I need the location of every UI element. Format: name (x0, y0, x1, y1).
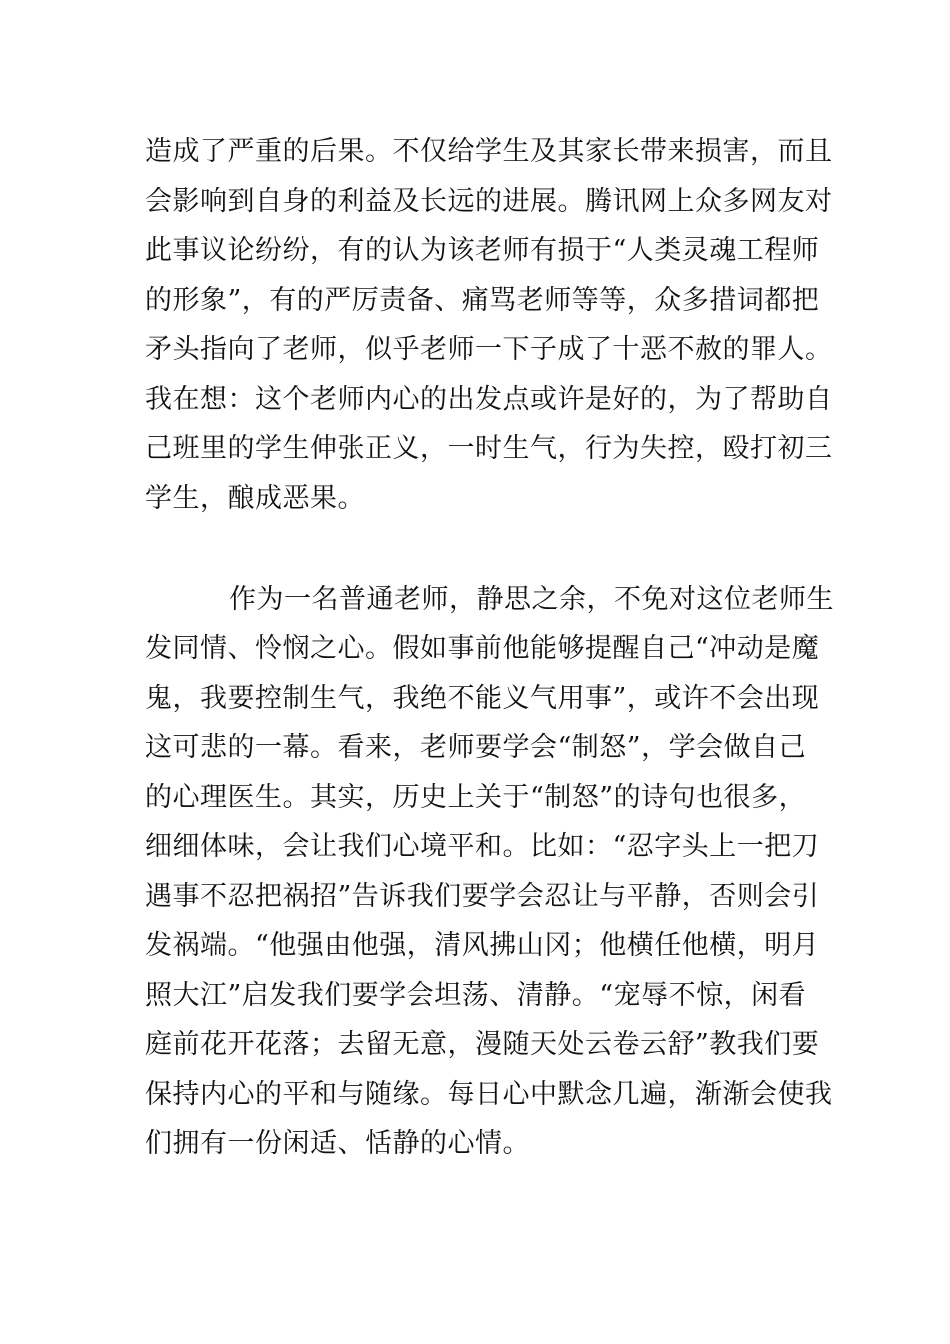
paragraph-line: 我在想：这个老师内心的出发点或许是好的，为了帮助自 (145, 384, 833, 415)
paragraph-line: 遇事不忍把祸招”告诉我们要学会忍让与平静，否则会引 (145, 881, 820, 912)
paragraph-line: 庭前花开花落；去留无意，漫随天处云卷云舒”教我们要 (145, 1029, 820, 1060)
paragraph-line: 作为一名普通老师，静思之余，不免对这位老师生 (229, 584, 834, 615)
paragraph-line: 细细体味，会让我们心境平和。比如：“忍字头上一把刀 (145, 831, 820, 862)
paragraph-line: 发祸端。“他强由他强，清风拂山冈；他横任他横，明月 (145, 930, 820, 961)
paragraph-line: 鬼，我要控制生气，我绝不能义气用事”，或许不会出现 (145, 683, 820, 714)
paragraph-line: 的形象”，有的严厉责备、痛骂老师等等，众多措词都把 (145, 285, 820, 316)
paragraph-line: 照大江”启发我们要学会坦荡、清静。“宠辱不惊，闲看 (145, 980, 807, 1011)
paragraph-line: 此事议论纷纷，有的认为该老师有损于“人类灵魂工程师 (145, 235, 820, 266)
paragraph-line: 会影响到自身的利益及长远的进展。腾讯网上众多网友对 (145, 186, 833, 217)
paragraph-line: 们拥有一份闲适、恬静的心情。 (145, 1128, 530, 1159)
paragraph-line: 的心理医生。其实，历史上关于“制怒”的诗句也很多， (145, 782, 807, 813)
paragraph-line: 保持内心的平和与随缘。每日心中默念几遍，渐渐会使我 (145, 1079, 833, 1110)
paragraph-line: 这可悲的一幕。看来，老师要学会“制怒”，学会做自己 (145, 732, 807, 763)
paragraph-line: 造成了严重的后果。不仅给学生及其家长带来损害，而且 (145, 136, 833, 167)
paragraph-line: 发同情、怜悯之心。假如事前他能够提醒自己“冲动是魔 (145, 633, 820, 664)
paragraph-line: 己班里的学生伸张正义，一时生气，行为失控，殴打初三 (145, 433, 833, 464)
paragraph-line: 矛头指向了老师，似乎老师一下子成了十恶不赦的罪人。 (145, 334, 833, 365)
paragraph-line: 学生，酿成恶果。 (145, 483, 365, 514)
